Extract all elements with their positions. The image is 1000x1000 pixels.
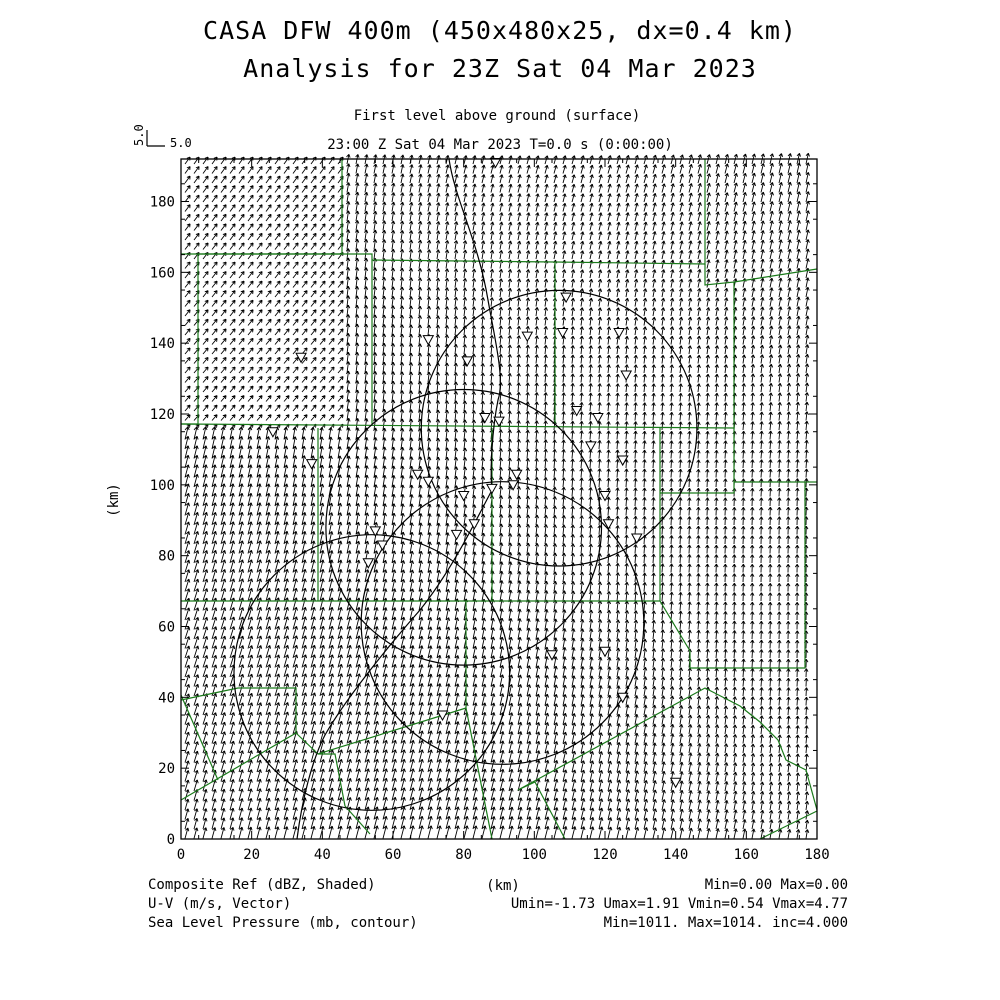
radar-site-marker <box>632 534 642 543</box>
county-boundary-line <box>466 708 492 839</box>
radar-site-marker <box>480 414 490 423</box>
level-label: First level above ground (surface) <box>353 108 641 124</box>
x-axis-label: (km) <box>486 878 520 894</box>
radar-site-marker <box>614 329 624 338</box>
x-tick-label: 60 <box>384 847 402 863</box>
y-axis-label: (km) <box>106 483 122 517</box>
valid-time-label: 23:00 Z Sat 04 Mar 2023 T=0.0 s (0:00:00) <box>327 137 673 153</box>
plot-subtitle-analysis: Analysis for 23Z Sat 04 Mar 2023 <box>243 54 757 83</box>
y-tick-label: 180 <box>149 194 175 211</box>
x-tick-label: 0 <box>176 847 186 863</box>
radar-site-marker <box>586 442 596 451</box>
footer-wind: U-V (m/s, Vector) <box>148 896 292 912</box>
x-tick-label: 100 <box>521 847 547 863</box>
y-tick-label: 20 <box>158 761 175 778</box>
x-tick-label: 120 <box>592 847 618 863</box>
y-tick-label: 60 <box>158 619 175 636</box>
y-tick-label: 160 <box>149 265 175 282</box>
radar-site-marker <box>452 530 462 539</box>
radar-site-marker <box>522 332 532 341</box>
radar-site-marker <box>618 693 628 702</box>
radar-site-marker <box>363 559 373 568</box>
y-tick-label: 140 <box>149 336 175 353</box>
radar-site-marker <box>621 371 631 380</box>
county-boundary-line <box>518 688 817 810</box>
radar-site-marker <box>459 492 469 501</box>
wind-vector-layer <box>185 153 810 838</box>
x-tick-label: 160 <box>733 847 759 863</box>
vector-key-vertical-label: 5.0 <box>132 124 146 146</box>
radar-site-marker <box>307 460 317 469</box>
footer-reflectivity-range: Min=0.00 Max=0.00 <box>704 877 848 893</box>
footer-reflectivity: Composite Ref (dBZ, Shaded) <box>148 877 376 893</box>
x-tick-label: 180 <box>804 847 830 863</box>
radar-range-ring <box>234 535 510 811</box>
y-tick-label: 80 <box>158 548 175 565</box>
x-tick-label: 40 <box>313 847 331 863</box>
radar-site-marker <box>494 417 504 426</box>
x-tick-label: 80 <box>455 847 473 863</box>
vector-key-label: 5.0 <box>170 136 192 150</box>
radar-site-marker <box>487 484 497 493</box>
county-boundary-line <box>734 269 817 282</box>
x-axis-ticks <box>177 159 830 863</box>
radar-site-marker <box>423 336 433 345</box>
y-tick-label: 100 <box>149 477 175 494</box>
x-tick-label: 140 <box>663 847 689 863</box>
radar-site-marker <box>593 414 603 423</box>
x-tick-label: 20 <box>243 847 261 863</box>
radar-site-marker <box>469 520 479 529</box>
footer-wind-range: Umin=-1.73 Umax=1.91 Vmin=0.54 Vmax=4.77 <box>510 896 848 912</box>
footer-pressure-range: Min=1011. Max=1014. inc=4.000 <box>603 915 848 931</box>
radar-site-marker <box>512 470 522 479</box>
y-tick-label: 40 <box>158 690 175 707</box>
wind-vectors <box>185 153 810 838</box>
plot-title: CASA DFW 400m (450x480x25, dx=0.4 km) <box>203 16 797 45</box>
county-boundary-line <box>318 754 370 834</box>
radar-site-marker <box>377 541 387 550</box>
county-boundary-line <box>181 424 734 428</box>
radar-site-marker <box>558 329 568 338</box>
y-tick-label: 120 <box>149 407 175 423</box>
vector-key <box>132 124 192 150</box>
footer-pressure: Sea Level Pressure (mb, contour) <box>148 915 418 931</box>
y-tick-label: 0 <box>166 832 175 848</box>
radar-site-marker <box>604 520 614 529</box>
